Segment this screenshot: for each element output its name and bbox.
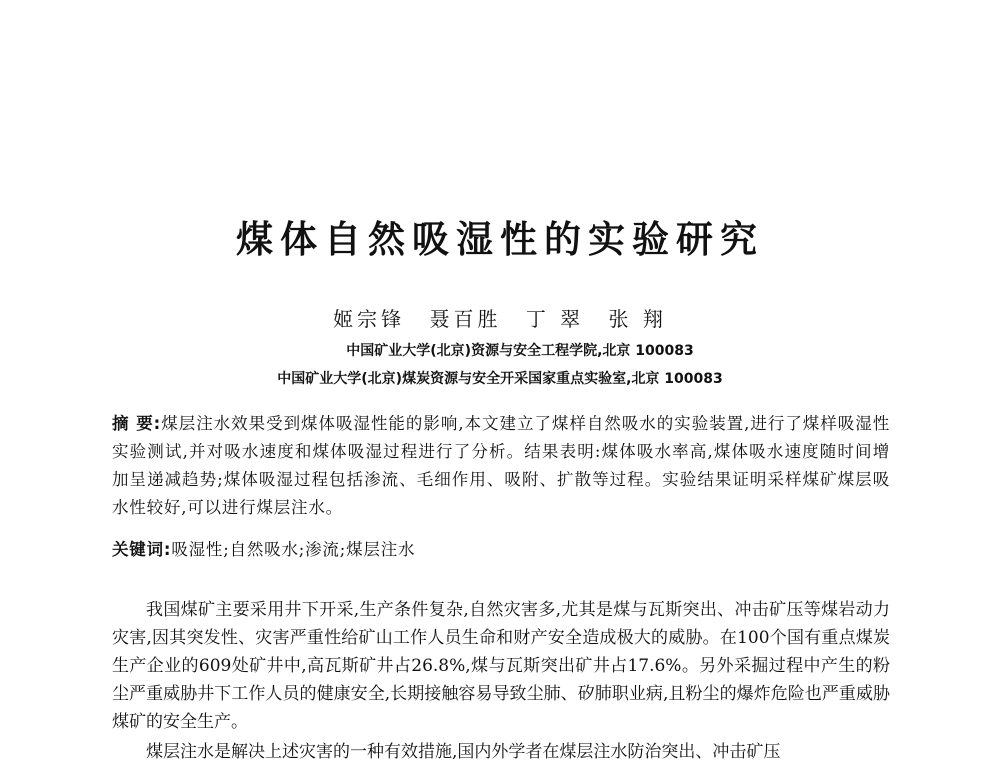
abstract-label: 摘 要: — [112, 414, 162, 433]
author-name: 张 翔 — [608, 307, 667, 331]
paper-title: 煤体自然吸湿性的实验研究 — [236, 217, 764, 261]
affiliation-1: 中国矿业大学(北京)资源与安全工程学院,北京 100083 — [346, 343, 694, 359]
abstract-text: 煤层注水效果受到煤体吸湿性能的影响,本文建立了煤样自然吸水的实验装置,进行了煤样吸湿性实验测试,并对吸水速度和煤体吸湿过程进行了分析。结果表明:煤体吸水率高,煤体吸水速度随时间增加呈递减趋势;煤体吸湿过程包括渗流、毛细作用、吸附、扩散等过程。实验结果证明采样煤矿煤层吸水性较好,可以进行煤层注水。 — [112, 414, 891, 517]
abstract — [112, 410, 890, 522]
keywords — [112, 536, 890, 564]
author-name: 丁 翠 — [525, 307, 585, 331]
author-name: 姬宗锋 — [333, 307, 406, 331]
body-paragraph-1: 我国煤矿主要采用井下开采,生产条件复杂,自然灾害多,尤其是煤与瓦斯突出、冲击矿压等煤岩动力灾害,因其突发性、灾害严重性给矿山工作人员生命和财产安全造成极大的威胁。在100个国有重点煤炭生产企业的609处矿井中,高瓦斯矿井占26.8%,煤与瓦斯突出矿井占17.6%。另外采掘过程中产生的粉尘严重威胁井下工作人员的健康安全,长期接触容易导致尘肺、矽肺职业病,且粉尘的爆炸危险也严重威胁煤矿的安全生产。 — [112, 600, 890, 732]
body-paragraph-2-partial: 煤层注水是解决上述灾害的一种有效措施,国内外学者在煤层注水防治突出、冲击矿压 — [146, 742, 781, 760]
author-list — [0, 305, 1000, 333]
body-text — [112, 596, 890, 736]
keywords-text: 吸湿性;自然吸水;渗流;煤层注水 — [171, 540, 416, 559]
keywords-label: 关键词: — [112, 540, 172, 559]
affiliation-2: 中国矿业大学(北京)煤炭资源与安全开采国家重点实验室,北京 100083 — [277, 371, 723, 387]
author-name: 聂百胜 — [429, 307, 502, 331]
